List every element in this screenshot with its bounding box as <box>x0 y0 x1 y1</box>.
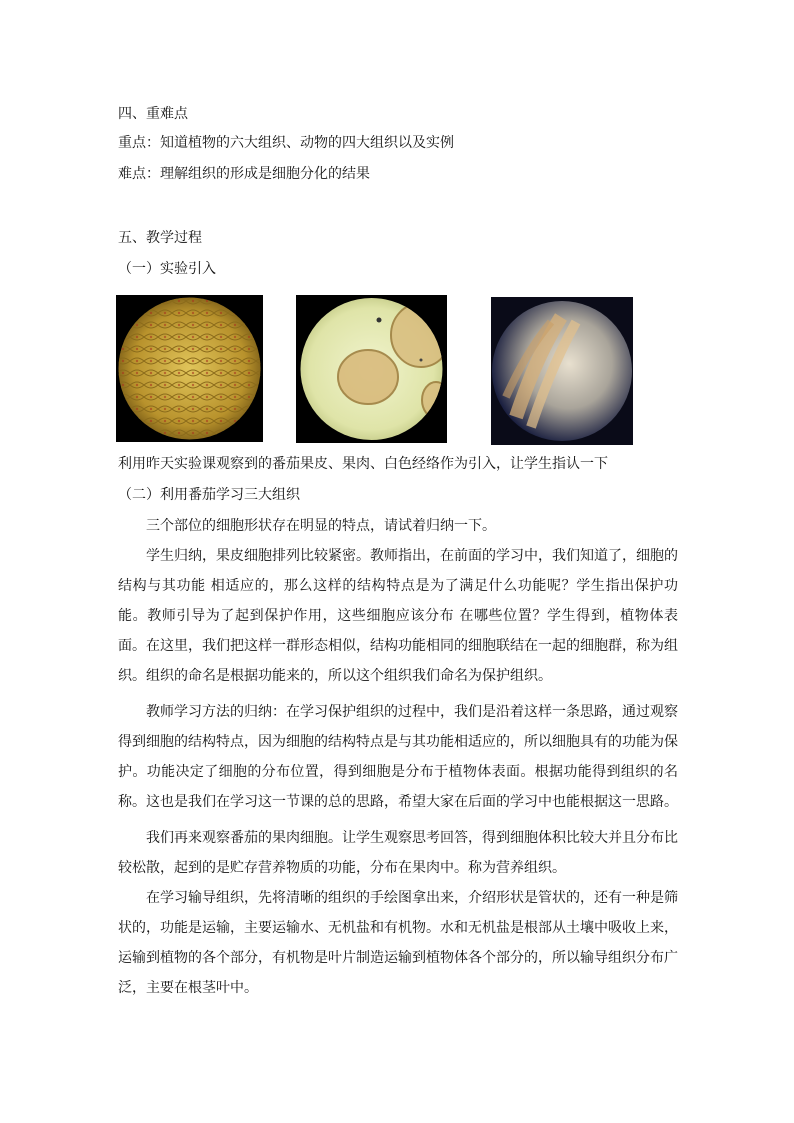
tomato-vascular-micrograph <box>491 297 633 445</box>
paragraph-3: 教师学习方法的归纳：在学习保护组织的过程中，我们是沿着这样一条思路，通过观察得到细胞的结构特点，因为细胞的结构特点是与其功能相适应的，所以细胞具有的功能为保护。功能决定了细胞的分布位置，得到细胞是分布于植物体表面。根据功能得到组织的名称。这也是我们在学习这一节课的总的思路，希望大家在后面的学习中也能根据这一思路。 <box>118 704 678 810</box>
tomato-vascular-micrograph-icon <box>491 297 633 445</box>
tomato-peel-micrograph-icon <box>116 295 263 442</box>
paragraph-1: 三个部位的细胞形状存在明显的特点，请试着归纳一下。 <box>146 518 496 534</box>
paragraph-2: 学生归纳，果皮细胞排列比较紧密。教师指出，在前面的学习中，我们知道了，细胞的结构与其功能 相适应的，那么这样的结构特点是为了满足什么功能呢？学生指出保护功能。教师引导为了起到保护作用，这些细胞应该分布 在哪些位置？学生得到，植物体表面。在这里，我们把这样一群形态相似，结构功能相同的细胞联结在一起的细胞群，称为组织。组织的命名是根据功能来的，所以这个组织我们命名为保护组织。 <box>118 548 678 684</box>
process-heading: 五、教学过程 <box>118 230 202 246</box>
key-points-heading: 四、重难点 <box>118 106 188 122</box>
paragraph-5: 在学习输导组织，先将清晰的组织的手绘图拿出来，介绍形状是管状的，还有一种是筛状的，功能是运输，主要运输水、无机盐和有机物。水和无机盐是根部从土壤中吸收上来，运输到植物的各个部分，有机物是叶片制造运输到植物体各个部分的，所以输导组织分布广泛，主要在根茎叶中。 <box>118 890 678 996</box>
tomato-pulp-micrograph <box>296 295 447 443</box>
paragraph-4: 我们再来观察番茄的果肉细胞。让学生观察思考回答，得到细胞体积比较大并且分布比较松散，起到的是贮存营养物质的功能，分布在果肉中。称为营养组织。 <box>118 830 678 876</box>
difficult-point: 难点：理解组织的形成是细胞分化的结果 <box>118 166 370 182</box>
three-tissues-heading: （二）利用番茄学习三大组织 <box>118 487 300 503</box>
image-caption: 利用昨天实验课观察到的番茄果皮、果肉、白色经络作为引入，让学生指认一下 <box>118 456 608 472</box>
key-point: 重点：知道植物的六大组织、动物的四大组织以及实例 <box>118 135 454 151</box>
tomato-peel-micrograph <box>116 295 263 442</box>
tomato-pulp-micrograph-icon <box>296 295 447 443</box>
experiment-intro-heading: （一）实验引入 <box>118 261 216 277</box>
